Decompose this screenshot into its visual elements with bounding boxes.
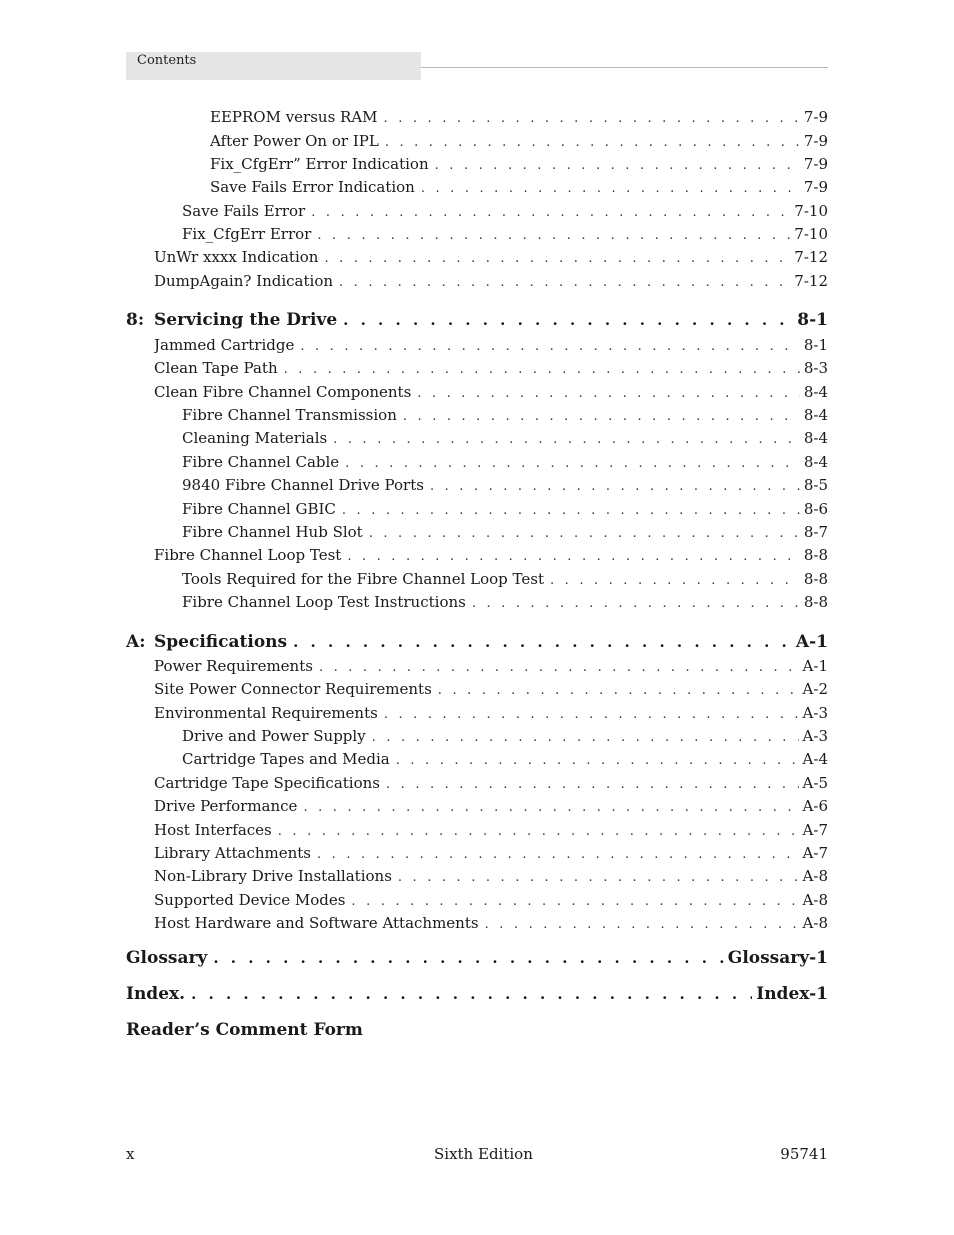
toc-entry[interactable] <box>154 271 828 293</box>
toc-entry[interactable] <box>154 773 828 795</box>
toc-entry[interactable] <box>154 335 828 357</box>
dot-leader <box>372 728 799 748</box>
toc-entry-page: A-7 <box>802 821 828 839</box>
toc-entry-label: Save Fails Error <box>182 202 306 220</box>
toc-entry-page: A-6 <box>802 797 828 815</box>
toc-entry[interactable] <box>154 679 828 701</box>
toc-entry-label: Save Fails Error Indication <box>210 178 415 196</box>
toc-entry[interactable] <box>182 452 828 474</box>
dot-leader <box>284 360 800 380</box>
toc-entry[interactable] <box>182 428 828 450</box>
dot-leader <box>403 407 800 427</box>
toc-entry-label: Host Interfaces <box>154 821 272 839</box>
toc-entry-page: 7-9 <box>803 108 828 126</box>
toc-entry-page: A-8 <box>802 891 828 909</box>
dot-leader <box>386 775 799 795</box>
toc-entry-page: 8-4 <box>803 429 828 447</box>
toc-entry-page: 8-4 <box>803 383 828 401</box>
toc-entry-page: 8-5 <box>803 476 828 494</box>
toc-entry[interactable] <box>182 499 828 521</box>
toc-entry-label: Cartridge Tape Specifications <box>154 774 380 792</box>
toc-entry-page: A-3 <box>802 727 828 745</box>
dot-leader <box>317 845 799 865</box>
dot-leader <box>472 594 800 614</box>
toc-entry-label: After Power On or IPL <box>210 132 379 150</box>
toc-entry-label: Supported Device Modes <box>154 891 346 909</box>
chapter-number: A: <box>126 632 146 652</box>
dot-leader <box>317 226 790 246</box>
dot-leader <box>351 892 798 912</box>
dot-leader <box>300 337 800 357</box>
toc-entry[interactable] <box>182 726 828 748</box>
dot-leader <box>319 658 799 678</box>
toc-readers-comment-form[interactable] <box>126 1019 828 1041</box>
toc-entry-label: Environmental Requirements <box>154 704 378 722</box>
dot-leader <box>485 915 799 935</box>
toc-entry[interactable] <box>154 866 828 888</box>
toc-entry-page: 8-6 <box>803 500 828 518</box>
chapter-title: Servicing the Drive <box>154 310 338 330</box>
dot-leader <box>324 249 790 269</box>
toc-entry-label: Library Attachments <box>154 844 312 862</box>
dot-leader <box>421 179 800 199</box>
footer-page-number: x <box>126 1145 135 1163</box>
running-header-title: Contents <box>137 53 197 68</box>
dot-leader <box>417 384 800 404</box>
toc-entry[interactable] <box>154 382 828 404</box>
toc-entry[interactable] <box>210 177 828 199</box>
toc-entry-label: Fibre Channel Loop Test <box>154 546 342 564</box>
toc-entry[interactable] <box>182 224 828 246</box>
toc-entry-page: 7-9 <box>803 155 828 173</box>
toc-entry-page: 7-12 <box>794 248 828 266</box>
toc-entry[interactable] <box>154 545 828 567</box>
dot-leader <box>333 430 800 450</box>
dot-leader <box>369 524 800 544</box>
toc-entry-label: Cleaning Materials <box>182 429 328 447</box>
toc-entry-label: DumpAgain? Indication <box>154 272 334 290</box>
toc-chapter-heading <box>126 309 343 331</box>
dot-leader <box>342 501 800 521</box>
toc-entry[interactable] <box>182 569 828 591</box>
toc-entry[interactable] <box>154 358 828 380</box>
toc-appendix-a[interactable] <box>126 631 828 653</box>
toc-entry-label: Power Requirements <box>154 657 313 675</box>
dot-leader <box>339 273 790 293</box>
dot-leader <box>278 822 799 842</box>
dot-leader <box>293 631 792 653</box>
toc-entry-page: 7-12 <box>794 272 828 290</box>
dot-leader <box>303 798 798 818</box>
toc-entry-page: 7-9 <box>803 178 828 196</box>
header-rule <box>421 67 828 68</box>
toc-entry-page: A-1 <box>795 632 828 652</box>
toc-entry-page: 8-1 <box>803 336 828 354</box>
chapter-number: 8: <box>126 310 145 330</box>
toc-entry-label: Site Power Connector Requirements <box>154 680 432 698</box>
toc-entry-page: A-8 <box>802 914 828 932</box>
dot-leader <box>435 156 800 176</box>
toc-entry[interactable] <box>210 154 828 176</box>
toc-entry[interactable] <box>210 107 828 129</box>
toc-entry-page: 8-4 <box>803 406 828 424</box>
dot-leader <box>398 868 799 888</box>
toc-entry[interactable] <box>182 749 828 771</box>
toc-entry[interactable] <box>154 796 828 818</box>
toc-entry-page: 8-8 <box>803 593 828 611</box>
footer-edition: Sixth Edition <box>434 1145 533 1163</box>
toc-entry[interactable] <box>154 656 828 678</box>
dot-leader <box>396 751 799 771</box>
footer-document-number: 95741 <box>780 1145 828 1163</box>
toc-entry-label: Jammed Cartridge <box>154 336 295 354</box>
toc-entry-page: A-5 <box>802 774 828 792</box>
toc-entry-page: Index-1 <box>756 984 828 1004</box>
toc-entry-label: Tools Required for the Fibre Channel Loop Test <box>182 570 544 588</box>
toc-entry[interactable] <box>182 475 828 497</box>
toc-entry-page: A-3 <box>802 704 828 722</box>
dot-leader <box>550 571 800 591</box>
toc-entry-label: Reader’s Comment Form <box>126 1020 363 1040</box>
toc-entry-label: Cartridge Tapes and Media <box>182 750 390 768</box>
toc-entry-label: Non-Library Drive Installations <box>154 867 392 885</box>
dot-leader <box>191 983 752 1005</box>
toc-chapter-8[interactable] <box>126 309 828 331</box>
toc-entry-page: 8-3 <box>803 359 828 377</box>
dot-leader <box>347 547 800 567</box>
toc-entry-label: 9840 Fibre Channel Drive Ports <box>182 476 424 494</box>
toc-entry-page: A-1 <box>802 657 828 675</box>
toc-entry-label: Host Hardware and Software Attachments <box>154 914 479 932</box>
dot-leader <box>385 133 800 153</box>
toc-entry-label: Fix_CfgErr Error <box>182 225 312 243</box>
dot-leader <box>430 477 800 497</box>
toc-entry-page: A-2 <box>802 680 828 698</box>
toc-entry[interactable] <box>154 843 828 865</box>
toc-entry[interactable] <box>154 890 828 912</box>
dot-leader <box>438 681 799 701</box>
toc-entry[interactable] <box>182 592 828 614</box>
toc-entry-page: 8-8 <box>803 570 828 588</box>
toc-entry-label: Glossary <box>126 948 208 968</box>
dot-leader <box>311 203 790 223</box>
toc-entry-label: Fibre Channel GBIC <box>182 500 336 518</box>
toc-entry-label: Clean Fibre Channel Components <box>154 383 412 401</box>
toc-entry-page: Glossary-1 <box>727 948 828 968</box>
toc-entry-page: 7-9 <box>803 132 828 150</box>
toc-entry[interactable] <box>154 820 828 842</box>
chapter-title: Specifications <box>154 632 288 652</box>
toc-entry-page: A-8 <box>802 867 828 885</box>
toc-entry-page: 7-10 <box>794 225 828 243</box>
toc-entry-page: 8-8 <box>803 546 828 564</box>
toc-entry[interactable] <box>182 405 828 427</box>
dot-leader <box>345 454 800 474</box>
toc-index[interactable] <box>126 983 828 1005</box>
dot-leader <box>384 109 800 129</box>
toc-entry-label: Drive and Power Supply <box>182 727 366 745</box>
toc-entry-page: 8-4 <box>803 453 828 471</box>
toc-entry-page: 8-7 <box>803 523 828 541</box>
toc-entry-label: Fibre Channel Cable <box>182 453 340 471</box>
toc-chapter-heading <box>126 631 293 653</box>
toc-entry-label: Fibre Channel Hub Slot <box>182 523 363 541</box>
running-header-tab <box>126 52 421 80</box>
toc-entry[interactable] <box>182 201 828 223</box>
toc-entry-page: 8-1 <box>797 310 828 330</box>
toc-entry[interactable] <box>182 522 828 544</box>
toc-entry-label: Index. <box>126 984 186 1004</box>
toc-entry-label: Clean Tape Path <box>154 359 278 377</box>
dot-leader <box>343 309 793 331</box>
toc-entry[interactable] <box>154 913 828 935</box>
toc-glossary[interactable] <box>126 947 828 969</box>
toc-entry-page: A-4 <box>802 750 828 768</box>
toc-entry[interactable] <box>154 247 828 269</box>
toc-entry[interactable] <box>154 703 828 725</box>
dot-leader <box>213 947 723 969</box>
toc-entry-label: Drive Performance <box>154 797 298 815</box>
toc-entry-label: Fibre Channel Transmission <box>182 406 397 424</box>
toc-entry-label: Fix_CfgErr” Error Indication <box>210 155 429 173</box>
toc-entry-label: UnWr xxxx Indication <box>154 248 319 266</box>
toc-entry[interactable] <box>210 131 828 153</box>
toc-entry-label: EEPROM versus RAM <box>210 108 378 126</box>
toc-entry-page: A-7 <box>802 844 828 862</box>
toc-entry-label: Fibre Channel Loop Test Instructions <box>182 593 466 611</box>
dot-leader <box>384 705 799 725</box>
toc-entry-page: 7-10 <box>794 202 828 220</box>
